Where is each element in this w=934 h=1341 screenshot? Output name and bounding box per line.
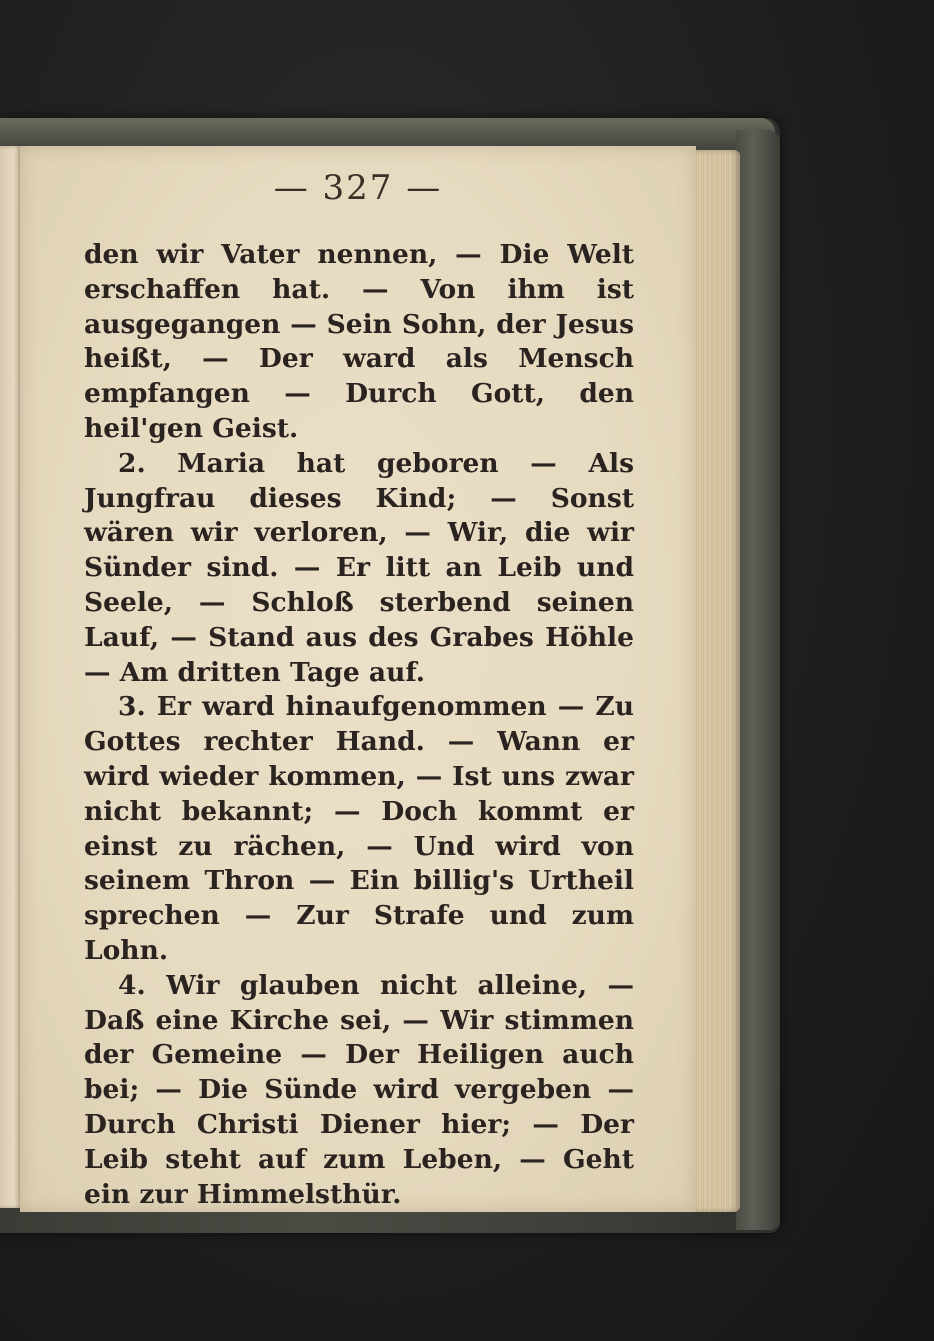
stanza-continuation: den wir Vater nennen, — Die Welt erschaffen hat. — Von ihm ist ausgegangen — Sein Sohn, der Jesus heißt, — Der ward als Mensch empfangen — Durch Gott, den heil'gen Geist. xyxy=(84,239,634,444)
hymn-text xyxy=(84,238,634,1212)
book-page xyxy=(20,146,696,1212)
stanza-2: 2. Maria hat geboren — Als Jungfrau dieses Kind; — Sonst wären wir verloren, — Wir, die wir Sünder sind. — Er litt an Leib und Seele, — Schloß sterbend seinen Lauf, — Stand aus des Grabes Höhle — Am dritten Tage auf. xyxy=(84,447,634,688)
stanza-3: 3. Er ward hinaufgenommen — Zu Gottes rechter Hand. — Wann er wird wieder kommen, — Ist uns zwar nicht bekannt; — Doch kommt er einst zu rächen, — Und wird von seinem Thron — Ein billig's Urtheil sprechen — Zur Strafe und zum Lohn. xyxy=(84,691,634,966)
stanza-4: 4. Wir glauben nicht alleine, — Daß eine Kirche sei, — Wir stimmen der Gemeine — Der Heiligen auch bei; — Die Sünde wird vergeben — Durch Christi Diener hier; — Der Leib steht auf zum Leben, — Geht ein zur Himmelsthür. xyxy=(84,969,634,1210)
book-cover-right-edge xyxy=(736,130,780,1230)
previous-page-edge xyxy=(0,146,22,1208)
page-edges xyxy=(692,150,740,1212)
page-number: — 327 — xyxy=(273,168,443,208)
